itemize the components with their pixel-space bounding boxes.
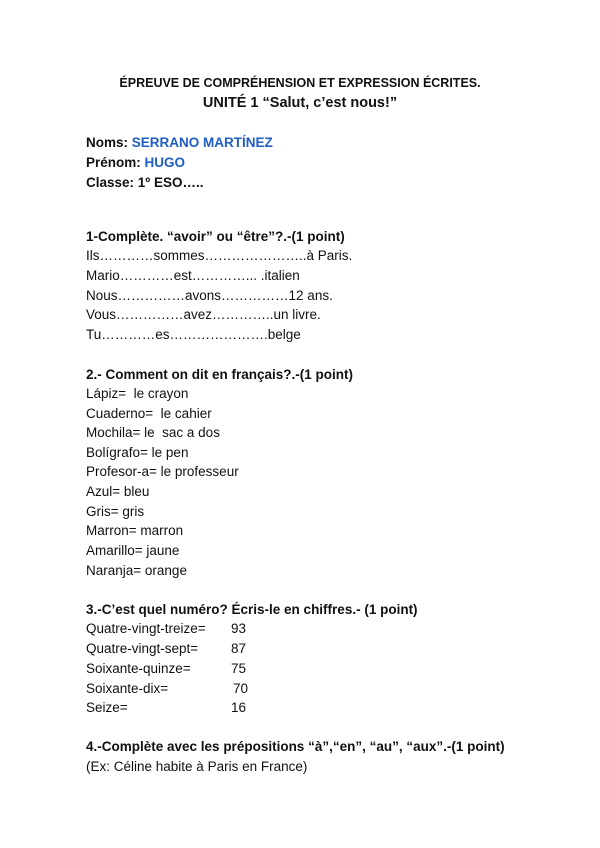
ex3-row-label: Seize= <box>86 700 128 715</box>
ex4-example: (Ex: Céline habite à Paris en France) <box>86 759 308 774</box>
ex3-row-value: 70 <box>233 681 249 696</box>
ex2-line: Amarillo= jaune <box>86 543 180 558</box>
noms-value: SERRANO MARTÍNEZ <box>131 135 273 150</box>
ex3-heading: 3.-C’est quel numéro? Écris-le en chiffres.- (1 point) <box>86 602 418 617</box>
ex1-line: Tu…………es………………….belge <box>86 327 301 342</box>
ex2-line: Marron= marron <box>86 523 184 538</box>
ex1-line: Ils…………sommes…………………..à Paris. <box>86 248 353 263</box>
ex2-line: Profesor-a= le professeur <box>86 464 239 479</box>
ex3-row-value: 16 <box>231 700 247 715</box>
ex2-line: Lápiz= le crayon <box>86 386 189 401</box>
ex2-line: Gris= gris <box>86 504 145 519</box>
prenom-label: Prénom: <box>86 155 145 170</box>
ex1-line: Vous……………avez…………..un livre. <box>86 307 321 322</box>
ex2-line: Azul= bleu <box>86 484 150 499</box>
ex3-row-value: 75 <box>231 661 247 676</box>
ex3-row-value: 87 <box>231 641 247 656</box>
ex3-row-label: Soixante-dix= <box>86 681 169 696</box>
ex2-line: Naranja= orange <box>86 563 187 578</box>
unit-title: UNITÉ 1 “Salut, c’est nous!” <box>202 95 398 111</box>
exam-title: ÉPREUVE DE COMPRÉHENSION ET EXPRESSION ÉCRITES. <box>119 76 481 90</box>
ex1-heading: 1-Complète. “avoir” ou “être”?.-(1 point) <box>86 229 345 244</box>
ex3-row-label: Quatre-vingt-treize= <box>86 621 206 636</box>
noms-line <box>86 134 273 152</box>
ex3-row-label: Quatre-vingt-sept= <box>86 641 199 656</box>
ex1-line: Nous……………avons……………12 ans. <box>86 288 333 303</box>
ex3-row-value: 93 <box>231 621 247 636</box>
classe-line: Classe: 1º ESO….. <box>86 175 204 190</box>
ex2-line: Mochila= le sac a dos <box>86 425 220 440</box>
ex2-line: Cuaderno= le cahier <box>86 406 212 421</box>
ex4-heading: 4.-Complète avec les prépositions “à”,“en”, “au”, “aux”.-(1 point) <box>86 739 505 754</box>
ex2-line: Bolígrafo= le pen <box>86 445 189 460</box>
ex3-row-label: Soixante-quinze= <box>86 661 191 676</box>
ex1-line: Mario…………est…………... .italien <box>86 268 300 283</box>
prenom-value: HUGO <box>144 155 186 170</box>
ex2-heading: 2.- Comment on dit en français?.-(1 point) <box>86 367 354 382</box>
noms-label: Noms: <box>86 135 132 150</box>
prenom-line <box>86 154 185 172</box>
